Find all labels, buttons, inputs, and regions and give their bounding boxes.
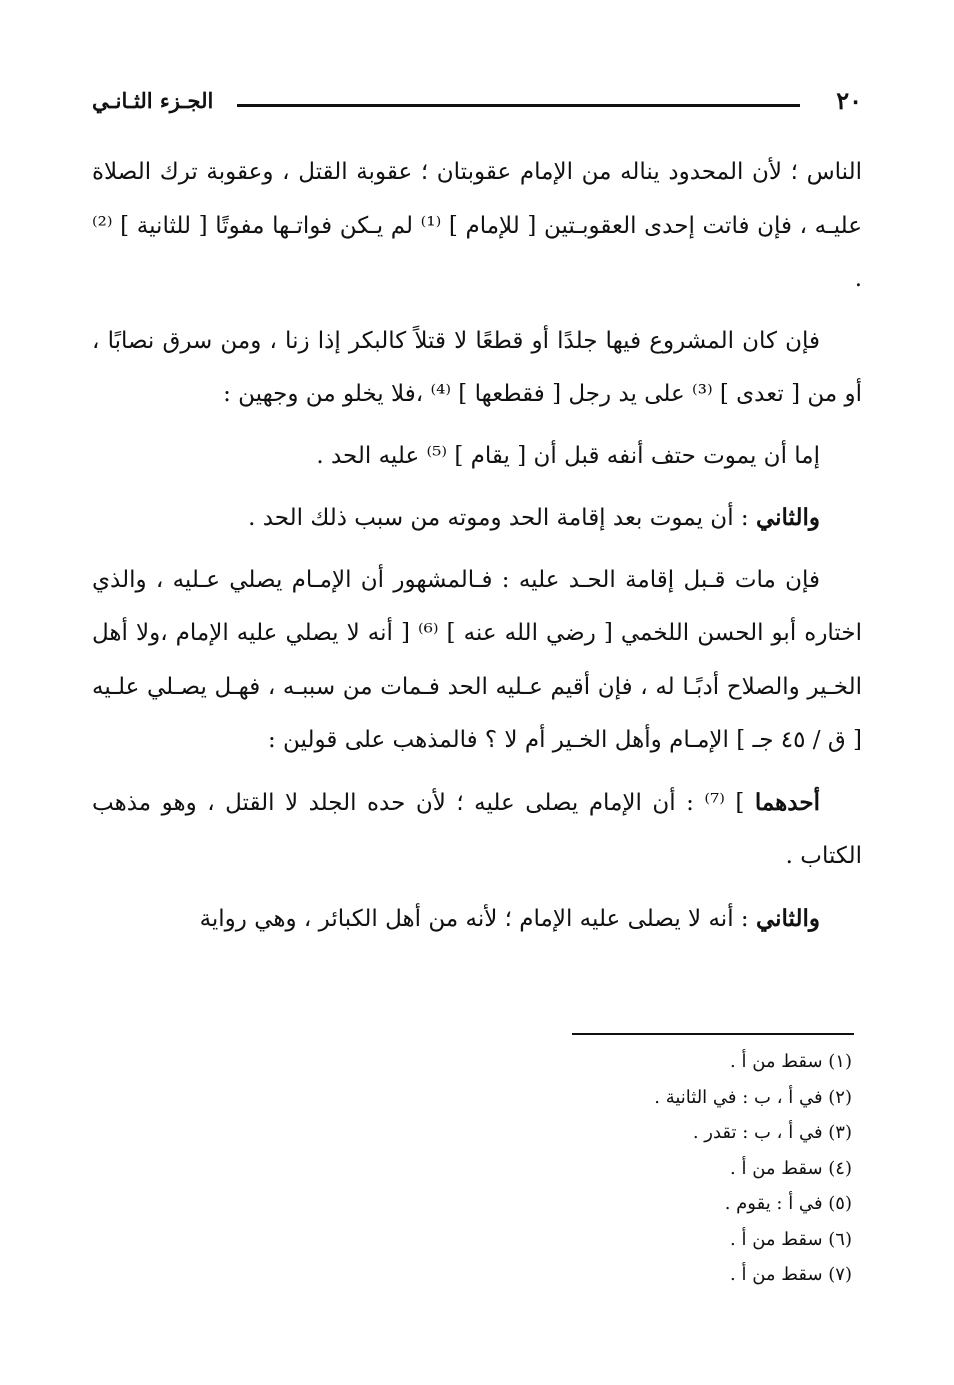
paragraph: أحدهما ] ⁽⁷⁾ : أن الإمام يصلى عليه ؛ لأن حده الجلد لا القتل ، وهو مذهب الكتاب .	[92, 788, 862, 869]
paragraph-lead: والثاني	[755, 904, 820, 932]
footnote: (١) سقط من أ .	[730, 1051, 852, 1072]
paragraph-lead: والثاني	[755, 504, 820, 531]
header-rule	[237, 104, 800, 107]
paragraph-lead: أحدهما	[754, 788, 820, 816]
footnote: (٥) في أ : يقوم .	[724, 1193, 852, 1214]
main-text	[92, 146, 862, 954]
footnote: (٧) سقط من أ .	[730, 1264, 852, 1285]
footnote: (٦) سقط من أ .	[730, 1228, 852, 1250]
paragraph: الناس ؛ لأن المحدود يناله من الإمام عقوبتان ؛ عقوبة القتل ، وعقوبة ترك الصلاة عليـه ، فإن فاتت إحدى العقوبـتين [ للإمام ] ⁽¹⁾ لم يـكن فواتـها مفوتًا [ للثانية ] ⁽²⁾ .	[92, 159, 863, 292]
footnotes	[92, 1044, 852, 1293]
book-page	[92, 82, 862, 1312]
paragraph: إما أن يموت حتف أنفه قبل أن [ يقام ] ⁽⁵⁾ عليه الحد .	[316, 442, 820, 469]
paragraph: والثاني : أنه لا يصلى عليه الإمام ؛ لأنه من أهل الكبائر ، وهي رواية	[199, 904, 820, 932]
paragraph: فإن كان المشروع فيها جلدًا أو قطعًا لا قتلاً كالبكر إذا زنا ، ومن سرق نصابًا ، أو من [ تعدى ] ⁽³⁾ على يد رجل [ فقطعها ] ⁽⁴⁾ ،فلا يخلو من وجهين :	[92, 327, 862, 407]
page-header	[92, 82, 862, 122]
footnote: (٢) في أ ، ب : في الثانية .	[654, 1086, 852, 1108]
running-title: الجـزء الثـانـي	[92, 88, 214, 113]
footnote-rule	[572, 1033, 854, 1035]
footnote: (٤) سقط من أ .	[730, 1157, 852, 1179]
paragraph: والثاني : أن يموت بعد إقامة الحد وموته من سبب ذلك الحد .	[248, 504, 820, 531]
footnote: (٣) في أ ، ب : تقدر .	[692, 1122, 852, 1143]
page-number: ٢٠	[836, 86, 862, 115]
paragraph: فإن مات قـبل إقامة الحـد عليه : فـالمشهور أن الإمـام يصلي عـليه ، والذي اختاره أبو الحسن اللخمي [ رضي الله عنه ] ⁽⁶⁾ [ أنه لا يصلي عليه الإمام ،ولا أهل الخـير والصلاح أدبًـا له ، فإن أقيم عـليه الحد فـمات من سببـه ، فهـل يصـلي علـيه [ ق / ٤٥ جـ ] الإمـام وأهل الخـير أم لا ؟ فالمذهب على قولين :	[92, 566, 862, 753]
